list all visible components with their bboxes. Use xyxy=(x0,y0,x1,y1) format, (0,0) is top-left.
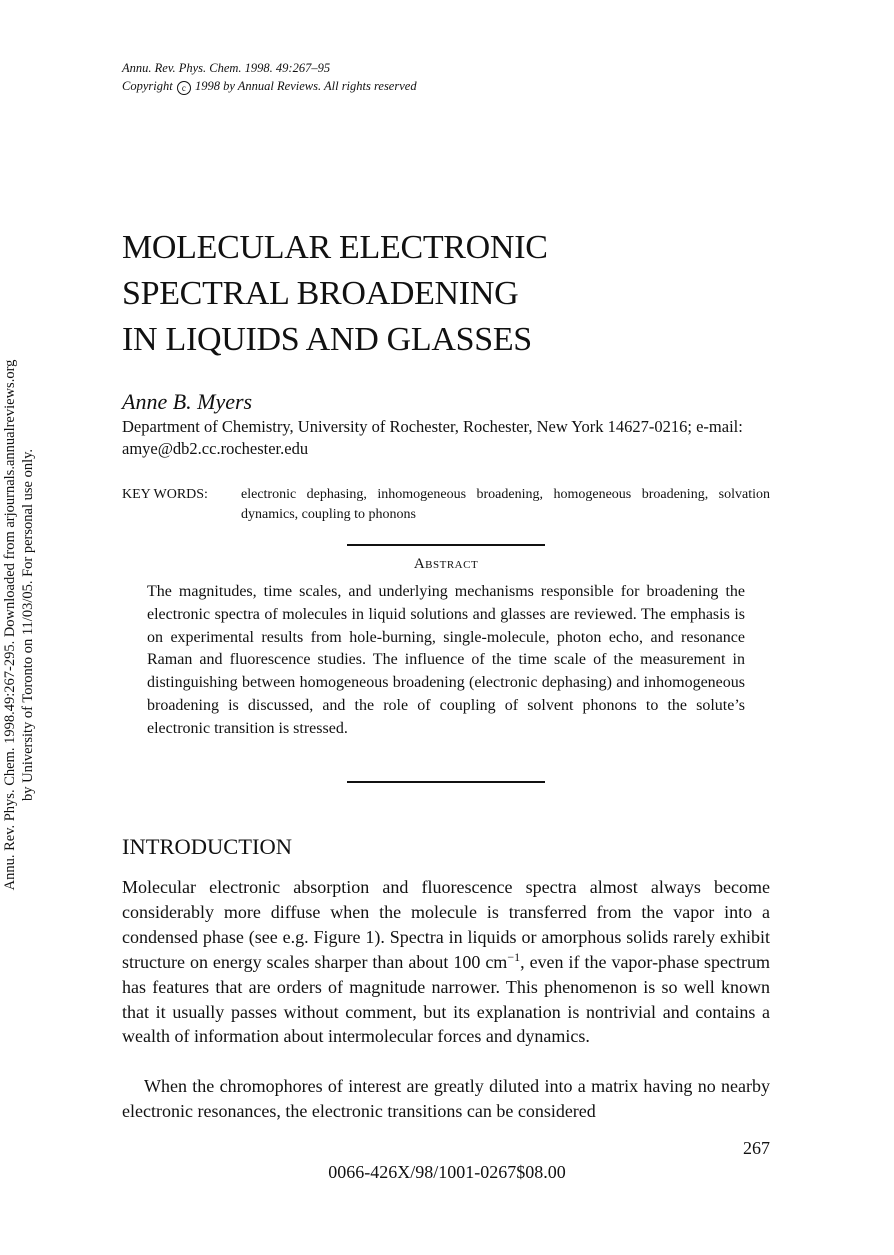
paragraph-text: , even if the vapor-phase spectrum has features that are orders of magnitude narrower. This phenomenon is so well known that it usually passes without comment, but its explanation is nontrivial and contains a wealth of information about intermolecular forces and dynamics. xyxy=(122,951,770,1047)
unit-superscript: −1 xyxy=(507,949,521,964)
watermark-line: by University of Toronto on 11/03/05. For personal use only. xyxy=(20,448,36,802)
paragraph-text: Molecular electronic absorption and fluorescence spectra almost always become considerably more diffuse when the molecule is transferred from the vapor into a condensed phase (see e.g. Figure 1). Spectra in liquids or amorphous solids rarely exhibit structure on energy scales sharper than about 100 cm xyxy=(122,877,770,972)
author-name: Anne B. Myers xyxy=(122,389,253,414)
abstract-heading: Abstract xyxy=(413,556,479,572)
copyright-text: 1998 by Annual Reviews. All rights reserved xyxy=(194,79,417,93)
intro-paragraph-2: When the chromophores of interest are greatly diluted into a matrix having no nearby electronic resonances, the electronic transitions can be considered xyxy=(122,1076,770,1121)
copyright-line xyxy=(122,78,417,95)
download-watermark xyxy=(1,315,37,935)
section-heading-introduction: INTRODUCTION xyxy=(122,834,292,859)
copyright-label: Copyright xyxy=(122,79,173,93)
journal-citation: Annu. Rev. Phys. Chem. 1998. 49:267–95 xyxy=(122,61,331,75)
abstract-text: The magnitudes, time scales, and underlying mechanisms responsible for broadening the electronic spectra of molecules in liquid solutions and glasses are reviewed. The emphasis is on experimental results from hole-burning, single-molecule, photon echo, and resonance Raman and fluorescence studies. The influence of the time scale of the measurement in distinguishing between homogeneous broadening (electronic dephasing) and inhomogeneous broadening is discussed, and the role of coupling of solvent phonons to the solute’s electronic transition is stressed. xyxy=(147,583,745,737)
abstract-top-rule xyxy=(347,544,545,546)
article-title xyxy=(122,225,548,363)
copyright-icon: c xyxy=(177,81,191,95)
author-affiliation: Department of Chemistry, University of Rochester, Rochester, New York 14627-0216; e-mail: amye@db2.cc.rochester.edu xyxy=(122,417,743,458)
watermark-line: Annu. Rev. Phys. Chem. 1998.49:267-295. Downloaded from arjournals.annualreviews.org xyxy=(2,359,18,891)
title-line: IN LIQUIDS AND GLASSES xyxy=(122,321,532,358)
article-code: 0066-426X/98/1001-0267$08.00 xyxy=(328,1162,566,1182)
page-number: 267 xyxy=(743,1138,770,1158)
title-line: MOLECULAR ELECTRONIC xyxy=(122,229,548,266)
abstract-bottom-rule xyxy=(347,781,545,783)
intro-paragraph-1 xyxy=(122,875,770,1049)
keywords-label: KEY WORDS: xyxy=(122,487,208,502)
title-line: SPECTRAL BROADENING xyxy=(122,275,519,312)
keywords-text: electronic dephasing, inhomogeneous broadening, homogeneous broadening, solvation dynamics, coupling to phonons xyxy=(241,487,770,522)
